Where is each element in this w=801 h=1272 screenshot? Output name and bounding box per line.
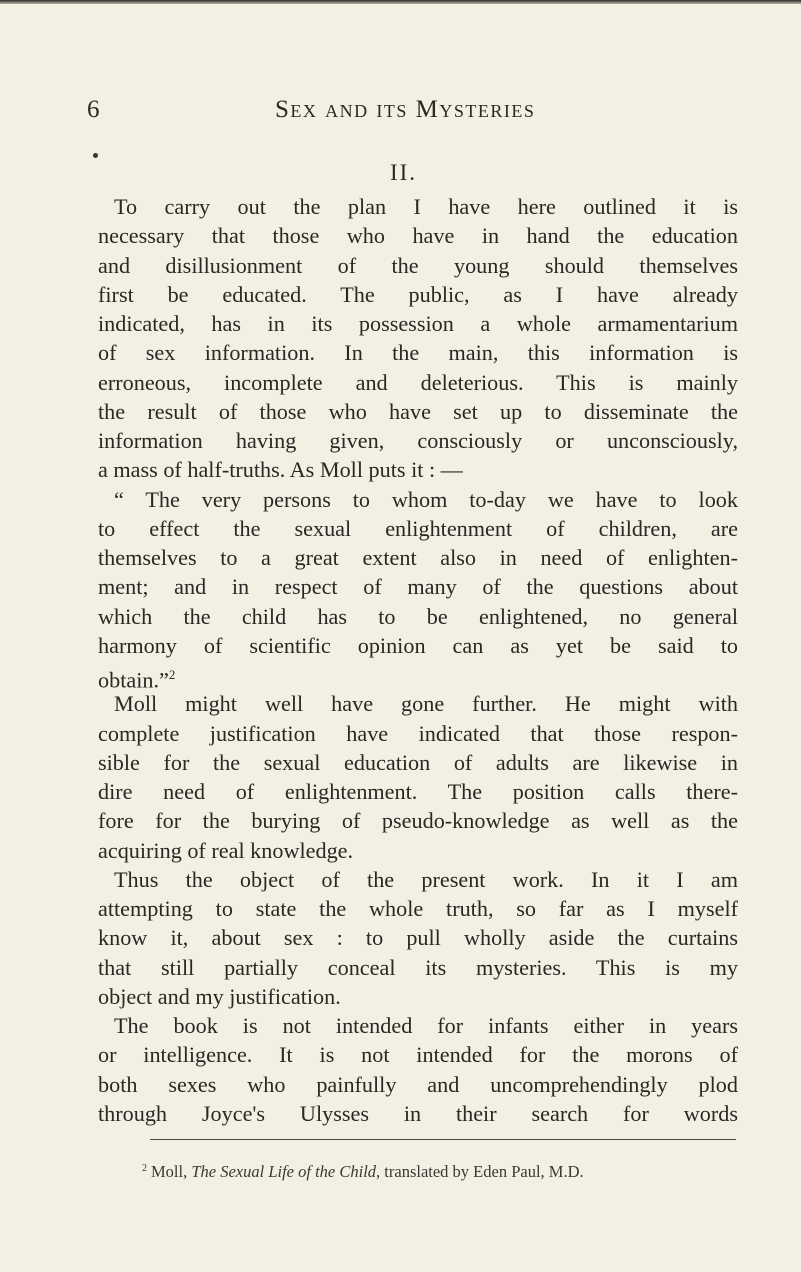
text-line: that still partially conceal its mysteries. This is my xyxy=(98,954,738,980)
quote-line: ment; and in respect of many of the questions about xyxy=(98,574,738,600)
page-header xyxy=(0,96,801,136)
running-head: Sex and its Mysteries xyxy=(275,96,536,123)
text-line: erroneous, incomplete and deleterious. This is mainly xyxy=(98,369,738,395)
text-line: know it, about sex : to pull wholly aside the curtains xyxy=(98,925,738,951)
text-line: information having given, consciously or unconsciously, xyxy=(98,428,738,453)
page-number: 6 xyxy=(87,96,101,123)
text-line: a mass of half-truths. As Moll puts it : — xyxy=(98,457,463,483)
body-text xyxy=(98,192,738,1128)
text-line: through Joyce's Ulysses in their search for words xyxy=(98,1100,738,1126)
footnote-rest: , translated by Eden Paul, M.D. xyxy=(376,1162,584,1181)
text-line: and disillusionment of the young should themselves xyxy=(98,252,738,278)
text-line: or intelligence. It is not intended for the morons of xyxy=(98,1042,738,1068)
footnote xyxy=(142,1162,584,1182)
text-line: The book is not intended for infants either in years xyxy=(114,1013,738,1038)
ink-speck xyxy=(93,153,98,158)
footnote-mark: 2 xyxy=(142,1162,147,1174)
page-top-edge xyxy=(0,0,801,4)
text-line: the result of those who have set up to disseminate the xyxy=(98,398,738,424)
text-line: both sexes who painfully and uncomprehendingly plod xyxy=(98,1071,738,1097)
footnote-author: Moll, xyxy=(151,1162,188,1181)
footnote-reference: 2 xyxy=(168,667,176,682)
footnote-rule xyxy=(150,1139,736,1140)
text-line: of sex information. In the main, this information is xyxy=(98,340,738,366)
text-line: Thus the object of the present work. In it I am xyxy=(114,866,738,892)
text-line: necessary that those who have in hand the education xyxy=(98,223,738,249)
text-line: object and my justification. xyxy=(98,983,341,1009)
text-line: attempting to state the whole truth, so far as I myself xyxy=(98,896,738,921)
text-line: To carry out the plan I have here outlined it is xyxy=(114,194,738,219)
text-line: indicated, has in its possession a whole armamentarium xyxy=(98,311,738,336)
quote-line-end xyxy=(98,660,738,693)
text-line: sible for the sexual education of adults are likewise in xyxy=(98,749,738,775)
quote-end-text: obtain.” xyxy=(98,667,169,693)
quote-line: themselves to a great extent also in need of enlighten- xyxy=(98,545,738,570)
section-number: II. xyxy=(389,160,418,185)
quote-line: harmony of scientific opinion can as yet be said to xyxy=(98,632,738,658)
text-line: acquiring of real knowledge. xyxy=(98,837,354,863)
footnote-title: The Sexual Life of the Child xyxy=(191,1162,377,1181)
text-line: Moll might well have gone further. He might with xyxy=(114,691,738,717)
quote-line: to effect the sexual enlightenment of children, are xyxy=(98,515,738,541)
quote-line: “ The very persons to whom to-day we have to look xyxy=(114,486,738,512)
text-line: first be educated. The public, as I have already xyxy=(98,281,738,307)
text-line: dire need of enlightenment. The position calls there- xyxy=(98,779,738,804)
text-line: fore for the burying of pseudo-knowledge as well as the xyxy=(98,808,738,834)
quote-line: which the child has to be enlightened, no general xyxy=(98,603,738,629)
text-line: complete justification have indicated that those respon- xyxy=(98,720,738,746)
